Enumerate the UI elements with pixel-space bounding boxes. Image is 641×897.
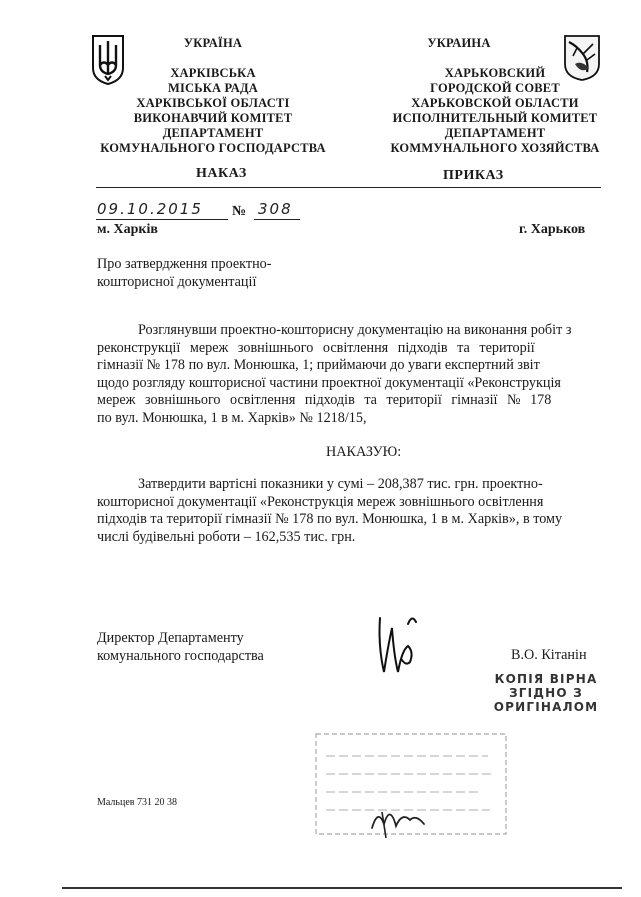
preamble-line: мереж зовнішнього освітлення підходів та території гімназії № 178 [97,392,552,408]
right-header-line: КОММУНАЛЬНОГО ХОЗЯЙСТВА [390,141,600,155]
doc-type-russian: ПРИКАЗ [443,168,504,183]
right-header-line: ГОРОДСКОЙ СОВЕТ [430,81,560,95]
decision-line: кошторисної документації «Реконструкція мереж зовнішнього освітлення [97,493,544,510]
left-header-line: МІСЬКА РАДА [167,81,259,95]
decision-line: числі будівельні роботи – 162,535 тис. грн. [97,528,356,545]
order-heading: НАКАЗУЮ: [326,444,402,460]
right-header-line: ХАРЬКОВСКИЙ [444,66,546,80]
right-header-organization [370,66,620,156]
copy-certified-stamp [490,672,602,714]
header-divider [96,187,601,188]
preamble-line: Розглянувши проектно-кошторисну документацію на виконання робіт з [138,322,572,338]
left-header-line: ХАРКІВСЬКА [170,66,256,80]
left-header-line: ДЕПАРТАМЕНТ [162,126,264,140]
left-header-organization [58,66,368,156]
scan-bottom-edge [62,887,622,889]
preamble-line: щодо розгляду кошторисної частини проектної документації «Реконструкція [97,374,561,391]
signatory-name: В.О. Кітанін [511,647,587,663]
city-russian: г. Харьков [519,222,586,237]
preamble-paragraph [97,322,597,427]
order-number: 308 [258,200,293,218]
decision-line: Затвердити вартісні показники у сумі – 208,387 тис. грн. проектно- [138,476,543,492]
stamp-line: ЗГІДНО З [509,686,583,700]
executor-contact: Мальцев 731 20 38 [97,797,177,808]
right-header-line: ИСПОЛНИТЕЛЬНЫЙ КОМИТЕТ [392,111,598,125]
right-header-line: ДЕПАРТАМЕНТ [444,126,546,140]
number-sign: № [232,204,247,219]
signatory-position-line: Директор Департаменту [97,630,244,646]
left-header-line: КОМУНАЛЬНОГО ГОСПОДАРСТВА [100,141,326,155]
left-header-line: ХАРКІВСЬКОЇ ОБЛАСТІ [136,96,290,110]
preamble-line: реконструкції мереж зовнішнього освітлення підходів та території [97,339,535,356]
right-header-country: УКРАИНА [427,36,491,50]
stamp-line: КОПІЯ ВІРНА [494,672,598,686]
order-date: 09.10.2015 [97,200,203,218]
decision-line: підходів та території гімназії № 178 по вул. Монюшка, 1 в м. Харків», в тому [97,511,563,527]
date-underline [96,219,228,220]
left-header-line: ВИКОНАВЧИЙ КОМІТЕТ [133,111,293,125]
signatory-position [97,630,264,665]
subject-line: Про затвердження проектно- [97,256,272,272]
signatory-position-line: комунального господарства [97,647,264,664]
official-seal-stamp [312,728,512,840]
right-header-line: ХАРЬКОВСКОЙ ОБЛАСТИ [411,96,579,110]
director-signature [372,606,426,680]
city-ukrainian: м. Харків [97,222,158,237]
number-underline [254,219,300,220]
doc-type-ukrainian: НАКАЗ [196,166,247,181]
order-subject [97,256,317,291]
decision-paragraph [97,476,597,546]
preamble-line: гімназії № 178 по вул. Монюшка, 1; приймаючи до уваги експертний звіт [97,357,540,373]
left-header-country: УКРАЇНА [183,36,243,50]
stamp-line: ОРИГІНАЛОМ [493,700,599,714]
subject-line: кошторисної документації [97,273,257,290]
preamble-line: по вул. Монюшка, 1 в м. Харків» № 1218/15, [97,409,367,426]
